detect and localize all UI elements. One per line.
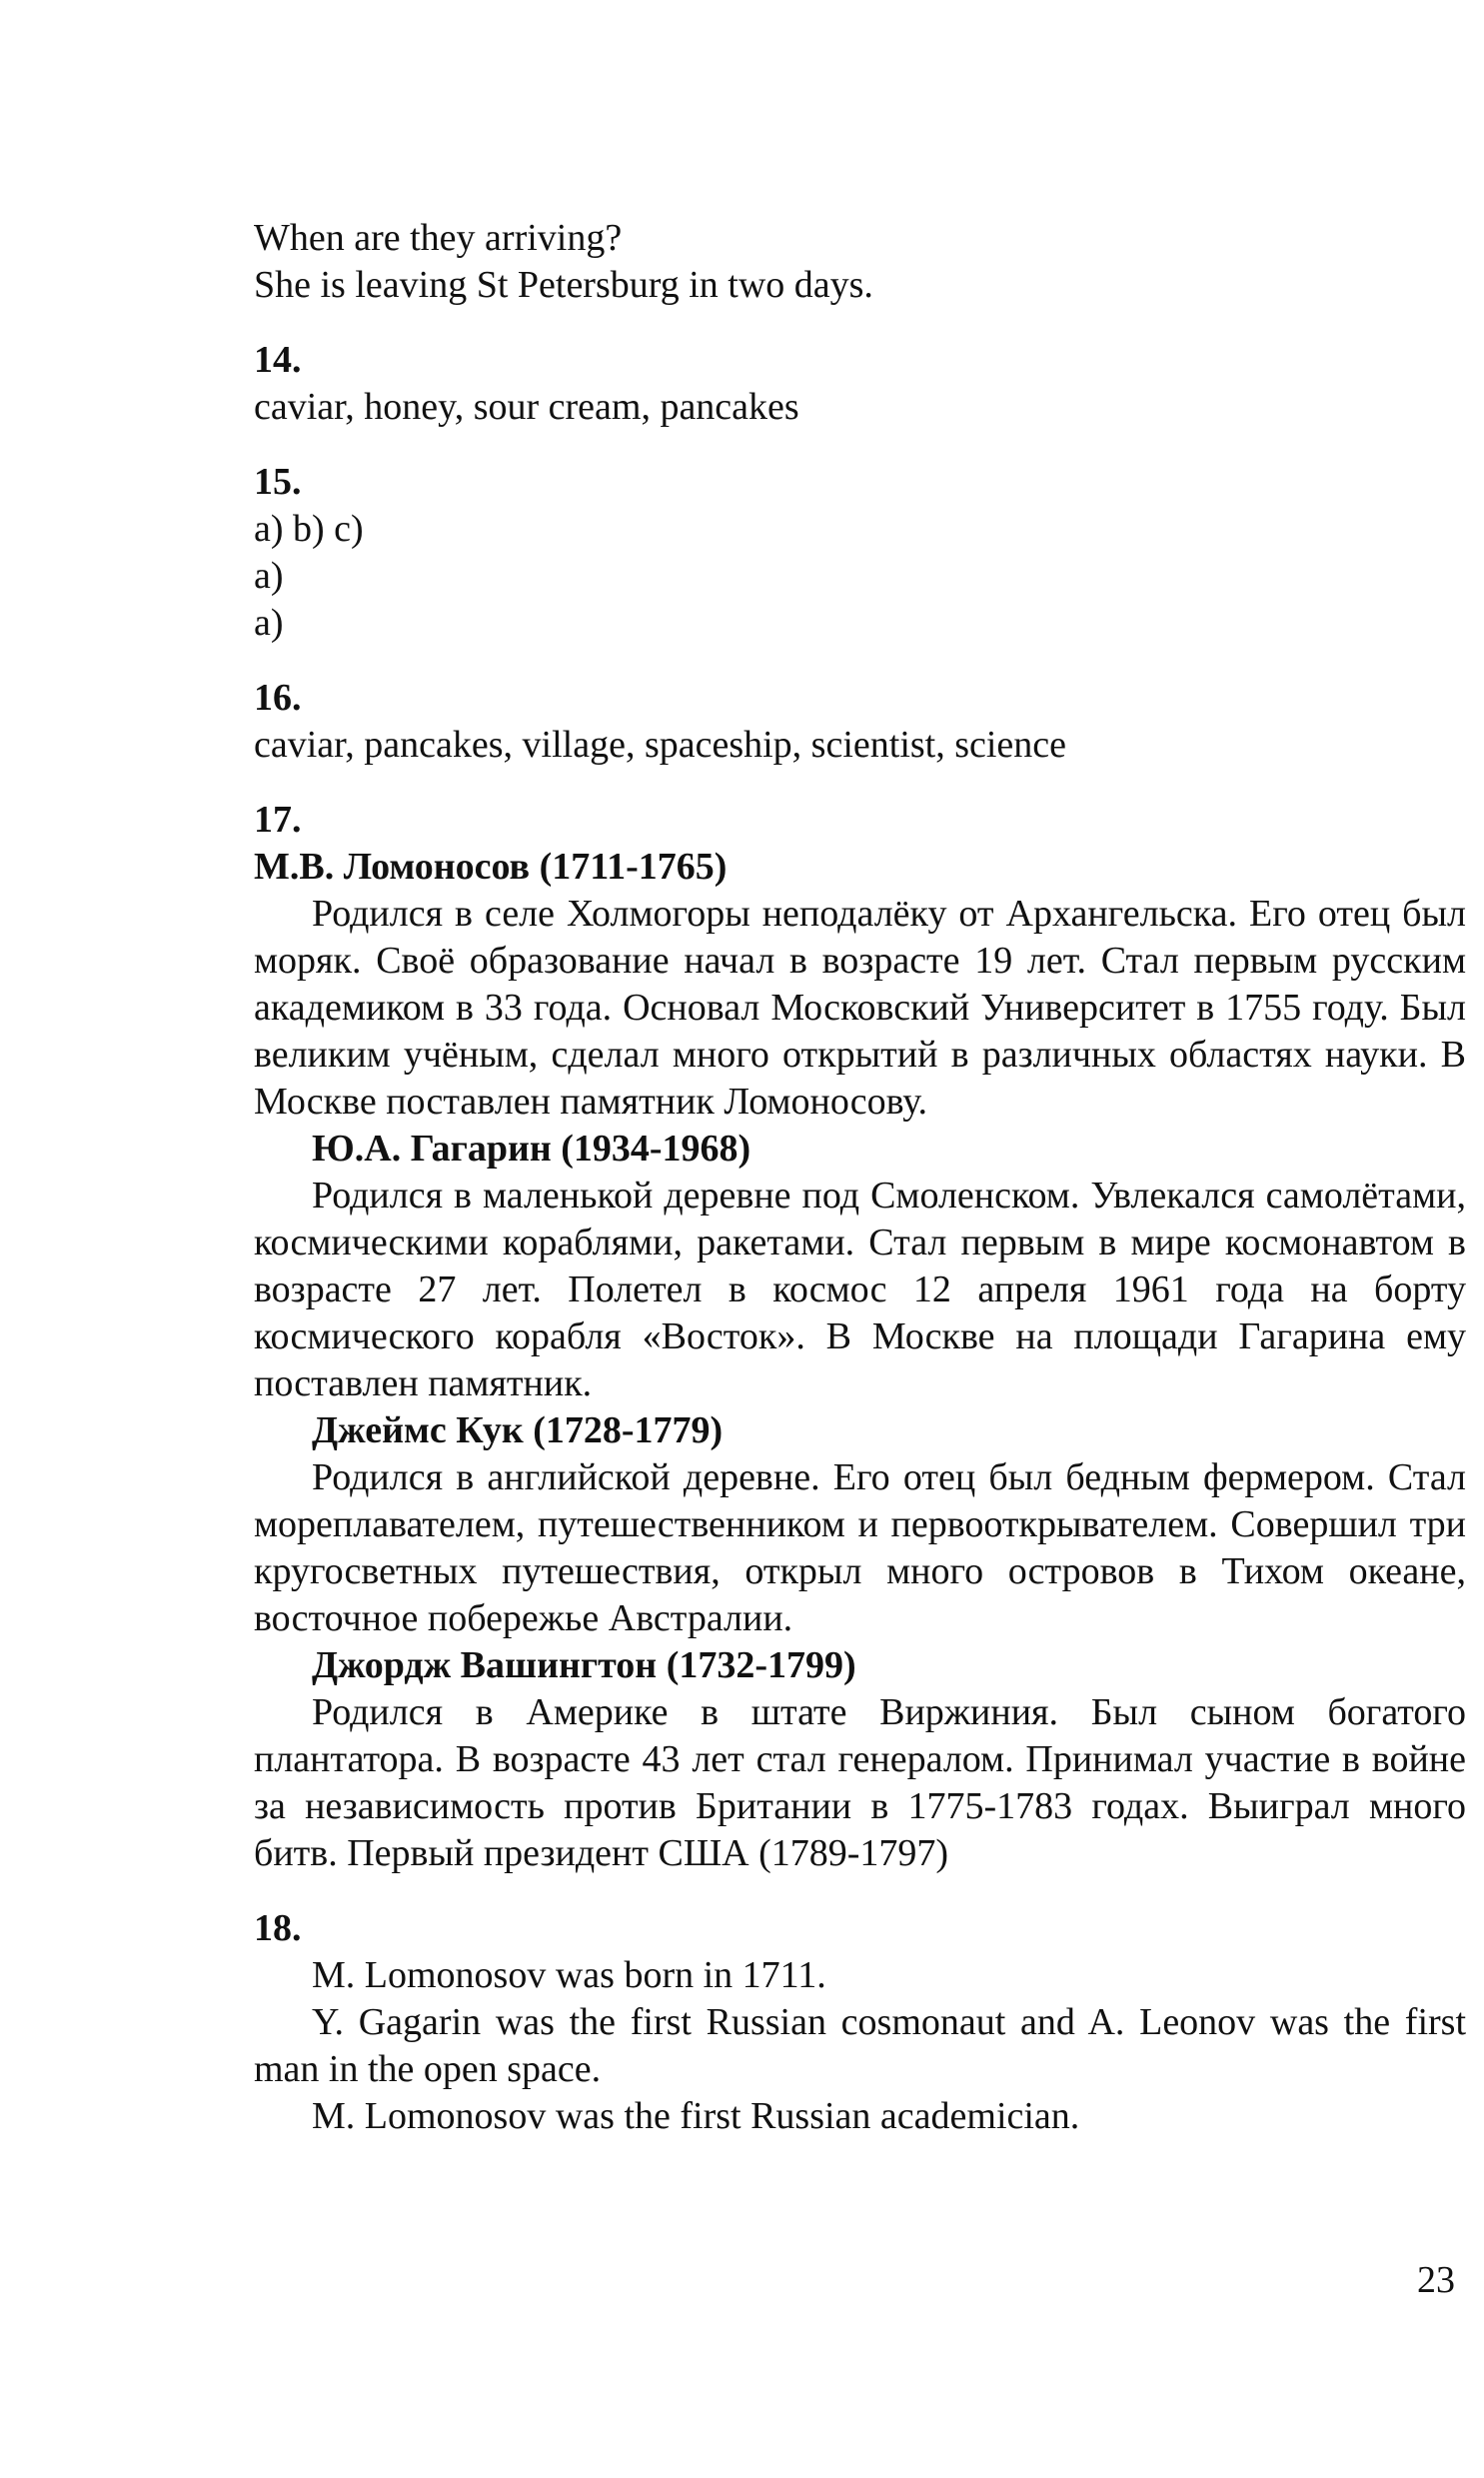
bio-cook-text: Родился в английской деревне. Его отец был бедным фермером. Стал мореплавателем, путешественником и первооткрывателем. Совершил три кругосветных путешествия, открыл много островов в Тихом океане, восточное побережье Австралии.: [254, 1456, 1466, 1639]
exercise-17-number: 17.: [254, 799, 302, 841]
exercise-15-line-3: a): [254, 602, 284, 644]
bio-washington-name: Джордж Вашингтон (1732-1799): [312, 1644, 856, 1686]
bio-lomonosov-name: М.В. Ломоносов (1711-1765): [254, 846, 728, 888]
exercise-16-answer: caviar, pancakes, village, spaceship, scientist, science: [254, 724, 1067, 766]
page-number: 23: [1417, 2259, 1455, 2301]
exercise-15-line-2: a): [254, 555, 284, 597]
exercise-14-answer: caviar, honey, sour cream, pancakes: [254, 386, 799, 428]
exercise-18-line-1: M. Lomonosov was born in 1711.: [312, 1954, 826, 1996]
exercise-15-number: 15.: [254, 461, 302, 503]
bio-cook-name: Джеймс Кук (1728-1779): [312, 1409, 724, 1451]
exercise-18-number: 18.: [254, 1907, 302, 1949]
exercise-16-number: 16.: [254, 677, 302, 719]
intro-line-2: She is leaving St Petersburg in two days.: [254, 264, 873, 306]
intro-line-1: When are they arriving?: [254, 217, 623, 259]
exercise-18-line-3: M. Lomonosov was the first Russian academician.: [312, 2095, 1080, 2137]
bio-washington-text: Родился в Америке в штате Виржиния. Был сыном богатого плантатора. В возрасте 43 лет стал генералом. Принимал участие в войне за независимость против Британии в 1775-1783 годах. Выиграл много битв. Первый президент США (1789-1797): [254, 1691, 1466, 1874]
bio-gagarin-text: Родился в маленькой деревне под Смоленском. Увлекался самолётами, космическими кораблями, ракетами. Стал первым в мире космонавтом в возрасте 27 лет. Полетел в космос 12 апреля 1961 года на борту космического корабля «Восток». В Москве на площади Гагарина ему поставлен памятник.: [254, 1175, 1466, 1404]
bio-lomonosov-text: Родился в селе Холмогоры неподалёку от Архангельска. Его отец был моряк. Своё образование начал в возрасте 19 лет. Стал первым русским академиком в 33 года. Основал Московский Университет в 1755 году. Был великим учёным, сделал много открытий в различных областях науки. В Москве поставлен памятник Ломоносову.: [254, 893, 1466, 1123]
page-content: [254, 215, 1466, 2140]
bio-gagarin-name: Ю.А. Гагарин (1934-1968): [312, 1128, 751, 1170]
exercise-15-line-1: a) b) c): [254, 508, 364, 550]
exercise-14-number: 14.: [254, 339, 302, 381]
exercise-18-line-2: Y. Gagarin was the first Russian cosmonaut and A. Leonov was the first man in the open space.: [254, 2001, 1466, 2090]
